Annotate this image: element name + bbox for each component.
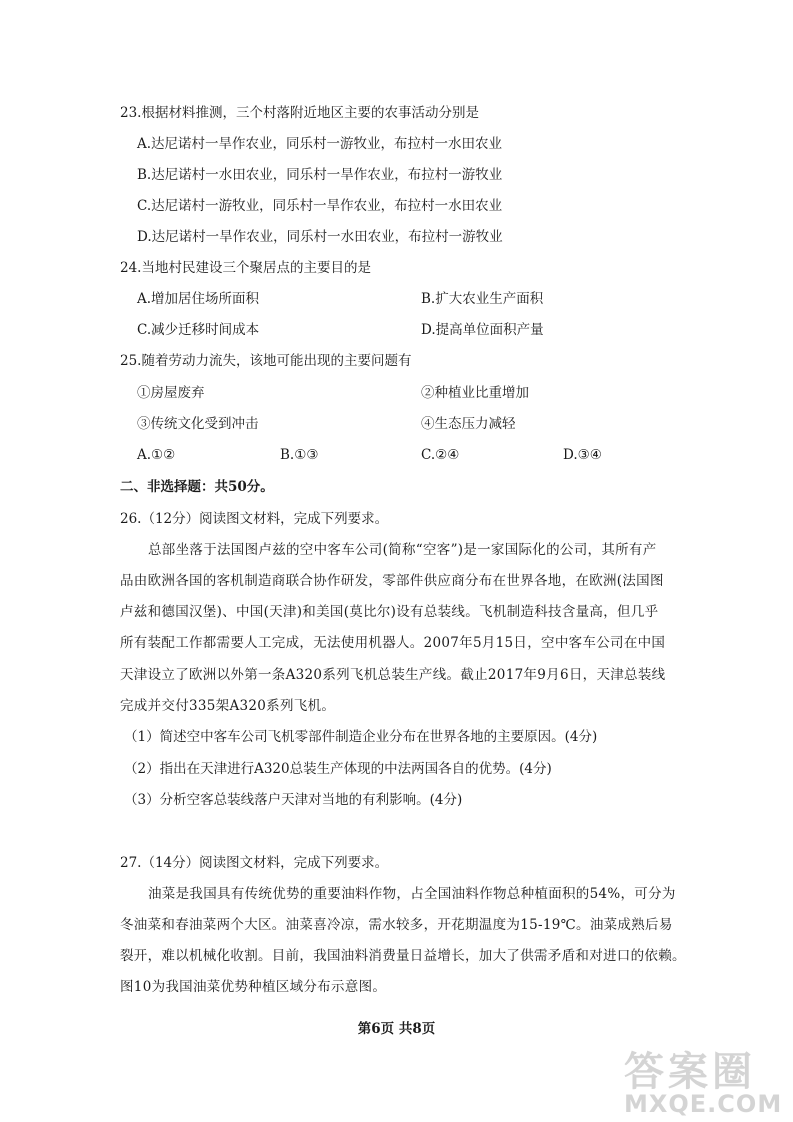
q26-stem: 26.（12分）阅读图文材料，完成下列要求。 — [120, 511, 389, 527]
q25-item-2: ②种植业比重增加 — [421, 385, 529, 401]
q23-option-d: D.达尼诺村一旱作农业，同乐村一水田农业，布拉村一游牧业 — [137, 229, 503, 245]
q24-option-b: B.扩大农业生产面积 — [421, 291, 544, 307]
q24-option-a: A.增加居住场所面积 — [137, 291, 260, 307]
q24-stem: 24.当地村民建设三个聚居点的主要目的是 — [120, 260, 371, 276]
q27-material-line-1: 油菜是我国具有传统优势的重要油料作物，占全国油料作物总种植面积的54%，可分为 — [148, 886, 676, 902]
q27-material-line-3: 裂开，难以机械化收割。目前，我国油料消费量日益增长，加大了供需矛盾和对进口的依赖。 — [120, 948, 686, 964]
q25-option-d: D.③④ — [563, 447, 602, 463]
logo-english-text: MXQE.COM — [624, 1090, 783, 1118]
q27-material-line-4: 图10为我国油菜优势种植区域分布示意图。 — [120, 979, 387, 995]
page-footer: 第6页 共8页 — [357, 1021, 436, 1037]
q27-material-line-2: 冬油菜和春油菜两个大区。油菜喜冷凉，需水较多，开花期温度为15-19℃。油菜成熟后易 — [120, 917, 673, 933]
q23-option-a: A.达尼诺村一旱作农业，同乐村一游牧业，布拉村一水田农业 — [137, 136, 503, 152]
q24-option-d: D.提高单位面积产量 — [421, 322, 544, 338]
q26-question-3: （3）分析空客总装线落户天津对当地的有利影响。(4分) — [124, 792, 463, 808]
q26-material-line-3: 卢兹和德国汉堡)、中国(天津)和美国(莫比尔)设有总装线。飞机制造科技含量高，但几乎 — [120, 604, 659, 620]
q23-option-b: B.达尼诺村一水田农业，同乐村一旱作农业，布拉村一游牧业 — [137, 167, 503, 183]
q26-question-2: （2）指出在天津进行A320总装生产体现的中法两国各自的优势。(4分) — [124, 761, 552, 777]
q25-option-c: C.②④ — [421, 447, 460, 463]
section-heading: 二、非选择题：共50分。 — [120, 479, 274, 495]
site-logo — [618, 1040, 788, 1120]
q26-material-line-4: 所有装配工作都需要人工完成，无法使用机器人。2007年5月15日，空中客车公司在中国 — [120, 635, 666, 651]
q26-material-line-6: 完成并交付335架A320系列飞机。 — [120, 698, 336, 714]
q25-item-3: ③传统文化受到冲击 — [137, 416, 259, 432]
q26-material-line-2: 品由欧洲各国的客机制造商联合协作研发，零部件供应商分布在世界各地，在欧洲(法国图 — [120, 573, 664, 589]
q26-material-line-5: 天津设立了欧洲以外第一条A320系列飞机总装生产线。截止2017年9月6日，天津总装线 — [120, 667, 666, 683]
q25-item-4: ④生态压力减轻 — [421, 416, 516, 432]
q25-option-a: A.①② — [137, 447, 176, 463]
q23-option-c: C.达尼诺村一游牧业，同乐村一旱作农业，布拉村一水田农业 — [137, 198, 503, 214]
q26-question-1: （1）简述空中客车公司飞机零部件制造企业分布在世界各地的主要原因。(4分) — [124, 729, 598, 745]
q25-stem: 25.随着劳动力流失，该地可能出现的主要问题有 — [120, 353, 412, 369]
logo-chinese-text: 答案圈 — [624, 1049, 756, 1095]
q26-material-line-1: 总部坐落于法国图卢兹的空中客车公司(简称“空客”)是一家国际化的公司，其所有产 — [148, 542, 657, 558]
q25-option-b: B.①③ — [280, 447, 319, 463]
q24-option-c: C.减少迁移时间成本 — [137, 322, 260, 338]
q27-stem: 27.（14分）阅读图文材料，完成下列要求。 — [120, 855, 389, 871]
q25-item-1: ①房屋废弃 — [137, 385, 205, 401]
q23-stem: 23.根据材料推测，三个村落附近地区主要的农事活动分别是 — [120, 105, 479, 121]
